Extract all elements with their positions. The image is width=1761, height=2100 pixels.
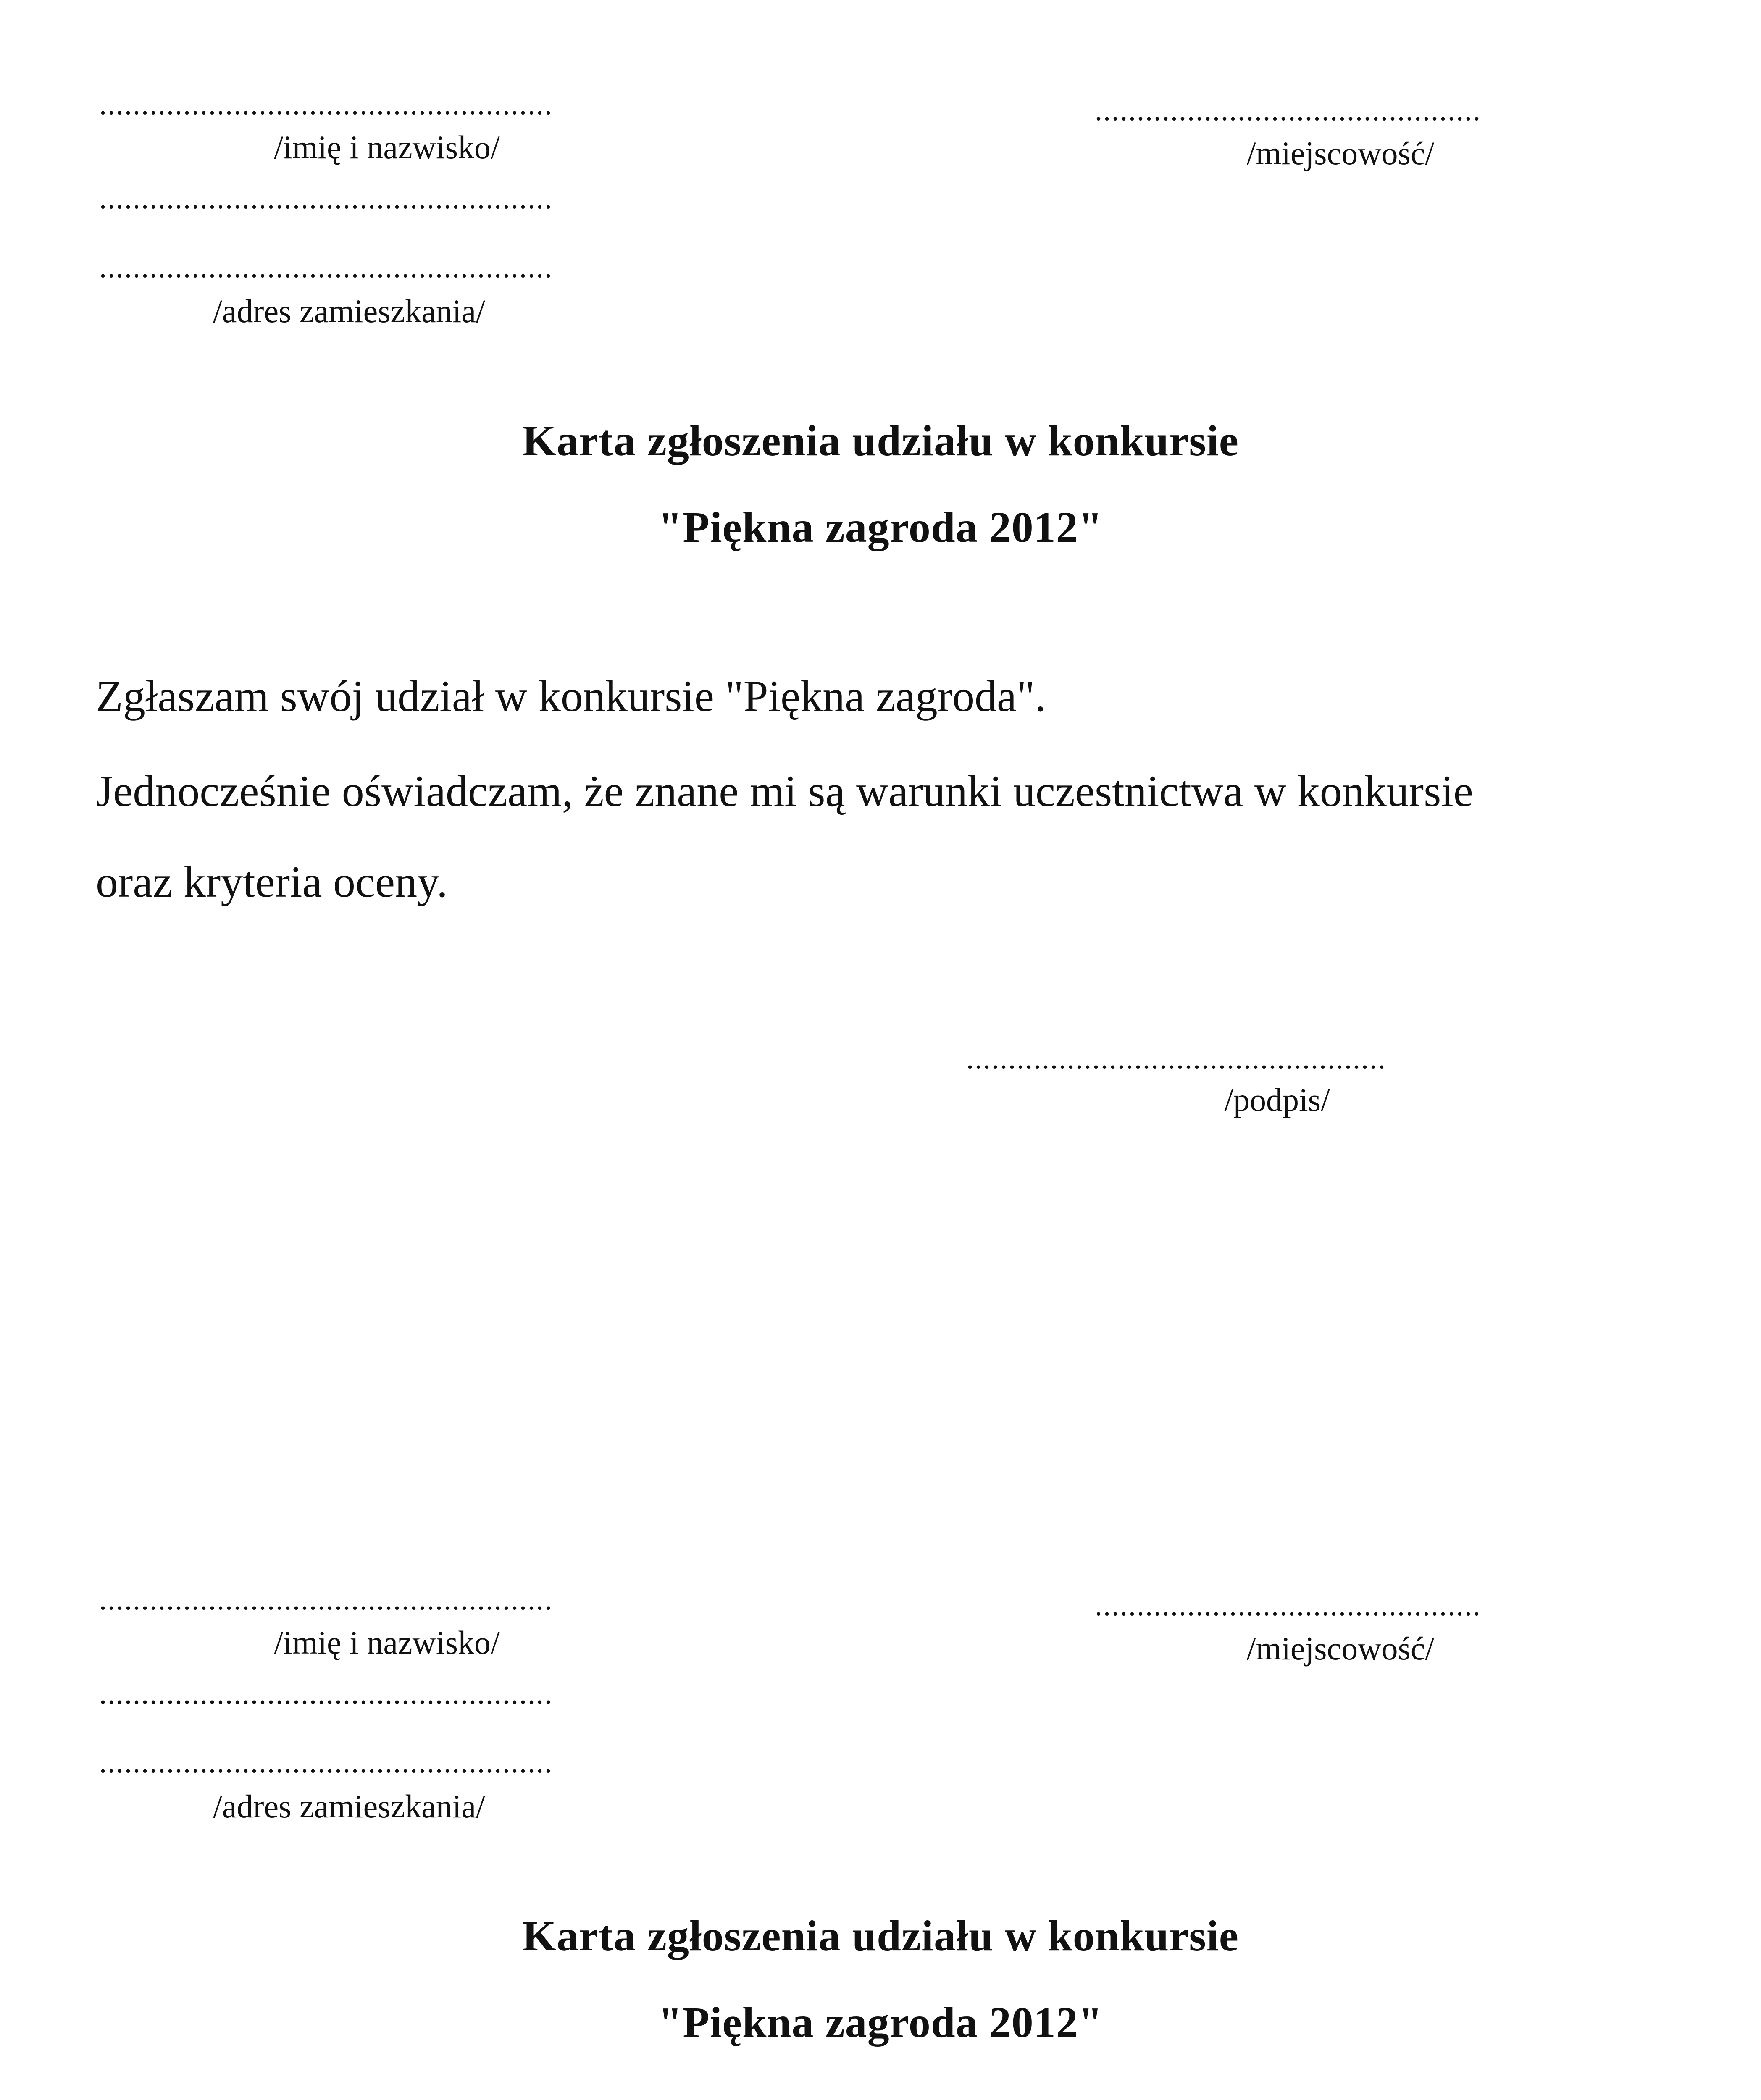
form-subtitle: "Piękna zagroda 2012": [658, 1998, 1103, 2047]
declaration-line-2: Jednocześnie oświadczam, że znane mi są warunki uczestnictwa w konkursie: [96, 766, 1473, 816]
name-dotted-line: ......................................................: [99, 89, 553, 119]
form-title: Karta zgłoszenia udziału w konkursie: [522, 1912, 1239, 1960]
signature-label: /podpis/: [1224, 1082, 1330, 1118]
application-form-2: [0, 1495, 1761, 2100]
address-label: /adres zamieszkania/: [213, 293, 485, 329]
address-dotted-line-2: ......................................................: [99, 252, 553, 282]
place-dotted-line: ..............................................: [1095, 1590, 1481, 1620]
form-subtitle: "Piękna zagroda 2012": [658, 503, 1103, 551]
name-label: /imię i nazwisko/: [274, 129, 500, 165]
declaration-line-1: Zgłaszam swój udział w konkursie "Piękna zagroda".: [96, 672, 1046, 721]
address-label: /adres zamieszkania/: [213, 1788, 485, 1824]
place-label: /miejscowość/: [1246, 1630, 1435, 1667]
address-dotted-line-1: ......................................................: [99, 183, 553, 213]
form-title: Karta zgłoszenia udziału w konkursie: [522, 417, 1239, 465]
place-label: /miejscowość/: [1246, 135, 1435, 171]
place-dotted-line: ..............................................: [1095, 95, 1481, 125]
signature-dotted-line: ..................................................: [966, 1043, 1386, 1074]
declaration-line-3: oraz kryteria oceny.: [96, 857, 448, 906]
name-dotted-line: ......................................................: [99, 1584, 553, 1614]
name-label: /imię i nazwisko/: [274, 1624, 500, 1661]
address-dotted-line-2: ......................................................: [99, 1747, 553, 1777]
address-dotted-line-1: ......................................................: [99, 1678, 553, 1709]
